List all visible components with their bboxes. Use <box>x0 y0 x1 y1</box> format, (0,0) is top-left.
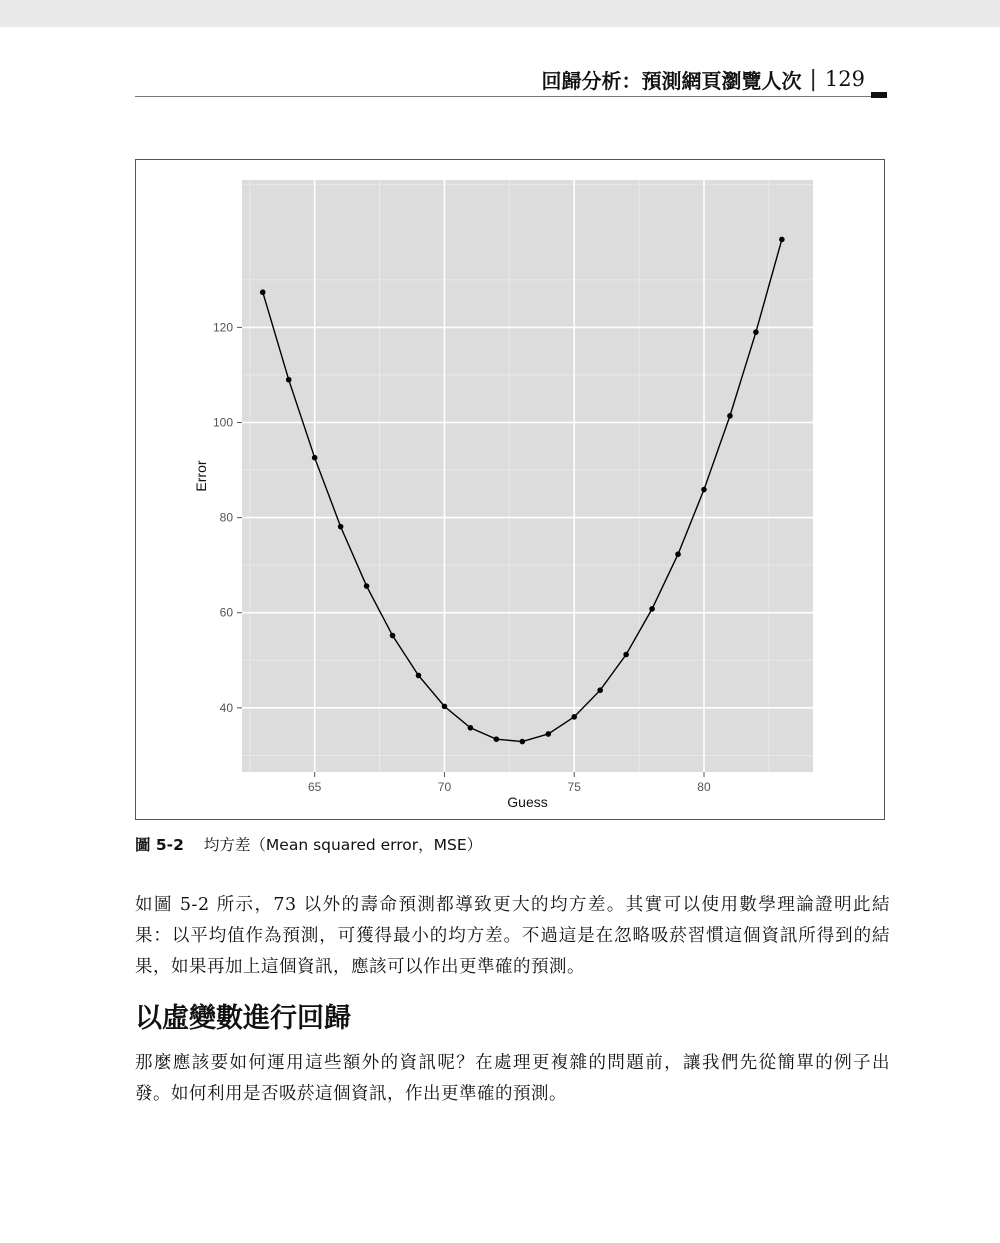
x-axis-label: Guess <box>507 794 548 810</box>
data-point <box>312 455 318 461</box>
y-axis-label: Error <box>193 460 209 492</box>
data-point <box>260 289 266 295</box>
data-point <box>753 329 759 335</box>
data-point <box>649 606 655 612</box>
x-tick-label: 75 <box>567 780 581 794</box>
data-point <box>416 673 422 679</box>
data-point <box>571 714 577 720</box>
x-tick-label: 65 <box>307 780 322 794</box>
y-tick-label: 100 <box>212 415 233 430</box>
header-separator: | <box>809 66 817 92</box>
body-paragraph-2: 那麼應該要如何運用這些額外的資訊呢？在處理更複雜的問題前，讓我們先從簡單的例子出發。如何利用是否吸菸這個資訊，作出更準確的預測。 <box>135 1053 890 1104</box>
data-point <box>286 377 292 383</box>
data-point <box>623 652 629 658</box>
data-point <box>597 687 603 693</box>
data-point <box>442 704 448 710</box>
y-tick-label: 120 <box>212 320 233 335</box>
mse-line-chart <box>136 160 884 819</box>
data-point <box>675 551 681 557</box>
section-heading: 以虛變數進行回歸 <box>135 1003 351 1034</box>
running-header <box>541 62 865 96</box>
data-point <box>468 725 474 731</box>
plot-panel <box>242 180 813 772</box>
data-point <box>701 487 707 493</box>
y-tick-label: 60 <box>219 605 233 620</box>
body-paragraph-1: 如圖 5-2 所示，73 以外的壽命預測都導致更大的均方差。其實可以使用數學理論證明此結果：以平均值作為預測，可獲得最小的均方差。不過這是在忽略吸菸習慣這個資訊所得到的結果，如果再加上這個資訊，應該可以作出更準確的預測。 <box>135 895 890 977</box>
y-tick-label: 80 <box>219 510 233 525</box>
data-point <box>364 583 370 589</box>
header-thumb-tab <box>871 92 887 98</box>
x-tick-label: 80 <box>697 780 711 794</box>
page-number: 129 <box>824 67 865 91</box>
data-point <box>390 633 396 639</box>
chapter-title: 回歸分析：預測網頁瀏覽人次 <box>541 68 802 93</box>
data-point <box>338 524 344 530</box>
figure-frame <box>135 159 885 820</box>
x-tick-label: 70 <box>437 780 452 794</box>
top-margin-band <box>0 0 1000 27</box>
figure-caption <box>135 833 482 855</box>
data-point <box>520 739 526 745</box>
data-point <box>545 731 551 737</box>
data-point <box>779 237 785 243</box>
y-tick-label: 40 <box>219 700 233 715</box>
figure-caption-text: 均方差（Mean squared error，MSE） <box>203 836 483 854</box>
figure-label: 圖 5-2 <box>135 836 184 854</box>
data-point <box>494 736 500 742</box>
data-point <box>727 413 733 419</box>
header-rule <box>135 96 887 97</box>
